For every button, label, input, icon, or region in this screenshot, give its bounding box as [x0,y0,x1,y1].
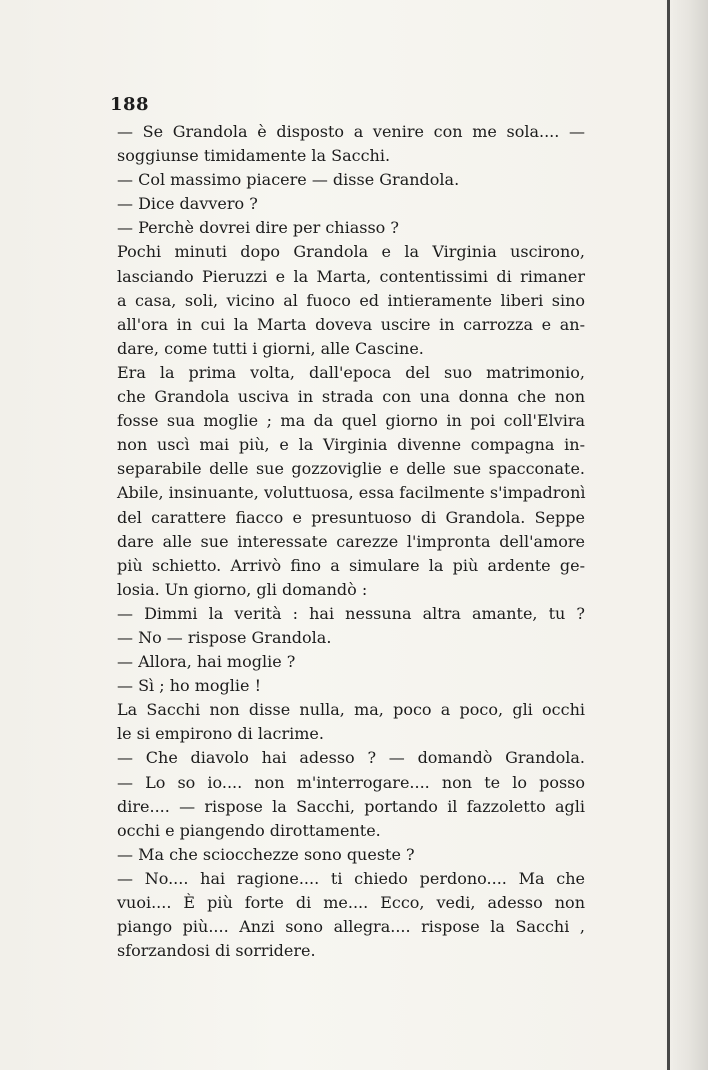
text-line: separabile delle sue gozzoviglie e delle sue spacconate. [117,459,585,479]
text-line: vuoi.... È più forte di me.... Ecco, vedi, adesso non [117,893,585,912]
text-line: — Perchè dovrei dire per chiasso ? [117,218,399,238]
text-line: — No — rispose Grandola. [117,627,332,647]
text-line: a casa, soli, vicino al fuoco ed intieramente liberi sino [117,290,585,310]
text-line: fosse sua moglie ; ma da quel giorno in poi coll'Elvira [117,411,585,431]
text-line: — Sì ; ho moglie ! [117,676,262,696]
text-line: — Dice davvero ? [117,194,258,214]
text-line: — Col massimo piacere — disse Grandola. [117,170,460,190]
text-line: all'ora in cui la Marta doveva uscire in carrozza e an- [117,314,585,334]
text-line: del carattere fiacco e presuntuoso di Grandola. Seppe [117,507,585,527]
page-text [117,120,585,963]
text-line: soggiunse timidamente la Sacchi. [117,146,391,166]
text-line: — Allora, hai moglie ? [117,652,296,672]
page-edge-line [667,0,670,1070]
text-line: lasciando Pieruzzi e la Marta, contentissimi di rimaner [117,266,585,286]
text-line: piango più.... Anzi sono allegra.... rispose la Sacchi , [117,917,585,937]
text-line: occhi e piangendo dirottamente. [117,820,381,840]
text-line: dare, come tutti i giorni, alle Cascine. [117,338,424,358]
text-line: — Dimmi la verità : hai nessuna altra amante, tu ? [117,603,585,623]
text-line: non uscì mai più, e la Virginia divenne compagna in- [117,435,585,455]
text-line: — No.... hai ragione.... ti chiedo perdono.... Ma che [117,868,585,888]
text-line: — Ma che sciocchezze sono queste ? [117,844,415,864]
text-line: che Grandola usciva in strada con una donna che non [117,387,585,407]
text-line: — Che diavolo hai adesso ? — domandò Grandola. [117,748,585,768]
text-line: più schietto. Arrivò fino a simulare la più ardente ge- [117,555,585,575]
page-number: 188 [110,94,150,115]
text-line: le si empirono di lacrime. [117,724,324,744]
text-line: Abile, insinuante, voluttuosa, essa facilmente s'impadronì [117,483,586,503]
text-line: — Lo so io.... non m'interrogare.... non te lo posso [117,772,585,792]
text-line: losia. Un giorno, gli domandò : [117,579,368,599]
text-line: La Sacchi non disse nulla, ma, poco a poco, gli occhi [117,700,585,720]
text-line: sforzandosi di sorridere. [117,941,316,961]
text-line: Era la prima volta, dall'epoca del suo matrimonio, [117,362,585,382]
text-line: dire.... — rispose la Sacchi, portando il fazzoletto agli [117,796,585,816]
page-edge-shadow [664,0,708,1070]
text-line: dare alle sue interessate carezze l'impronta dell'amore [117,531,585,551]
text-line: Pochi minuti dopo Grandola e la Virginia uscirono, [117,242,585,262]
text-line: — Se Grandola è disposto a venire con me sola.... — [117,122,585,141]
